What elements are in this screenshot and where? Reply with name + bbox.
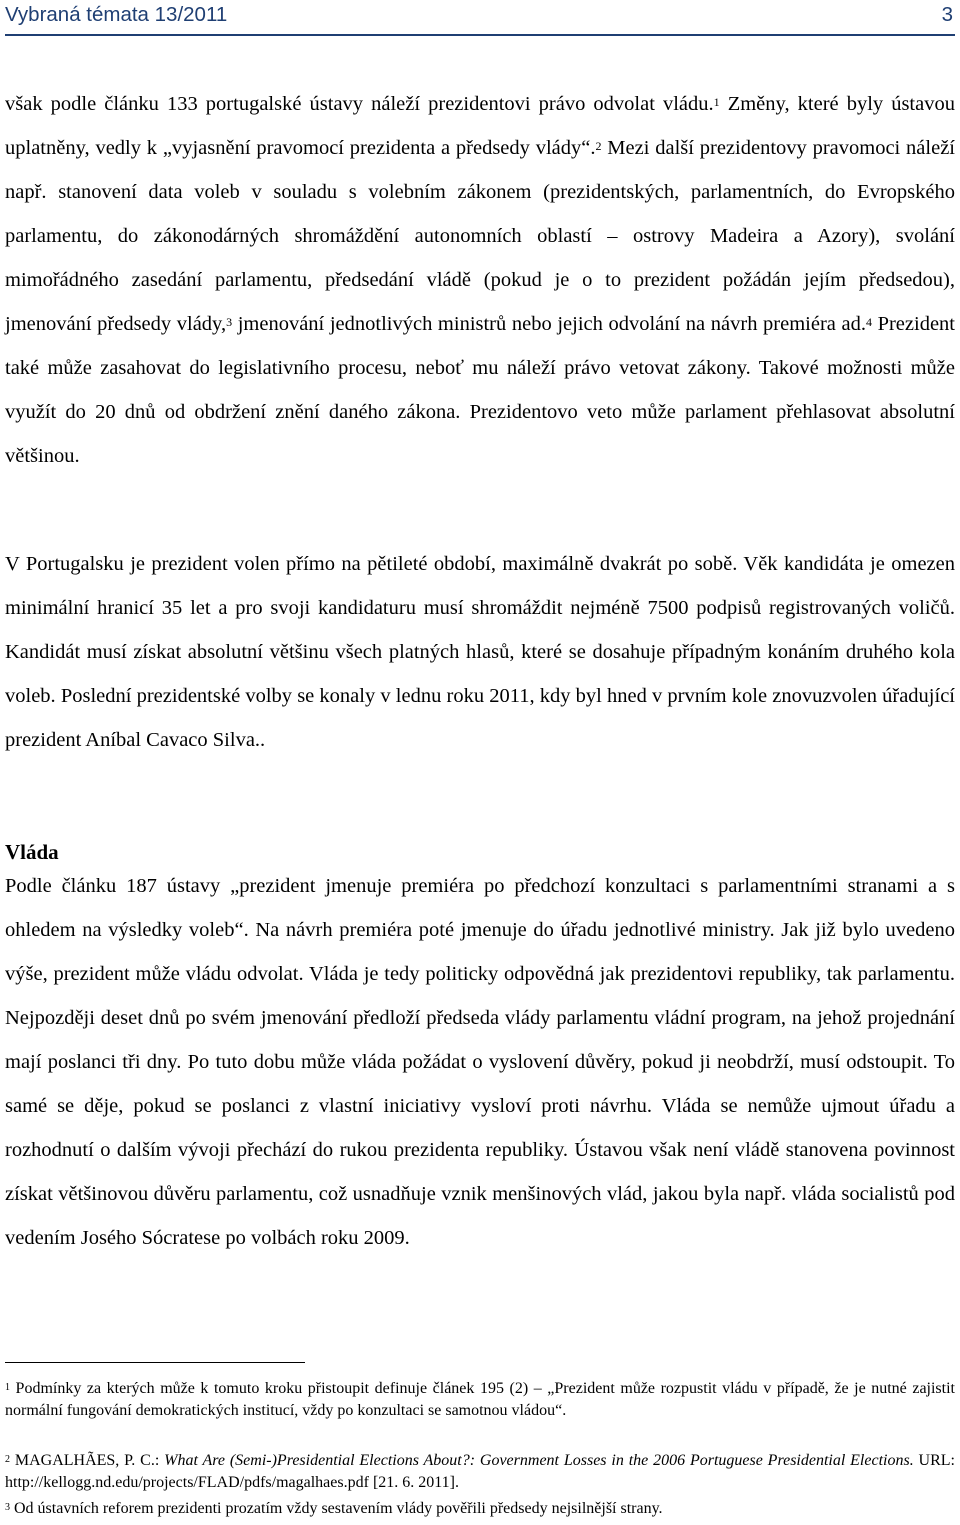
paragraph-text: jmenování jednotlivých ministrů nebo jejich odvolání na návrh premiéra ad. [232, 313, 866, 335]
footnote-ref[interactable]: 2 [595, 139, 602, 153]
paragraph-government: Podle článku 187 ústavy „prezident jmenuje premiéra po předchozí konzultaci s parlamentními stranami a s ohledem na výsledky voleb“. Na návrh premiéra poté jmenuje do úřadu jednotlivé ministry. Jak již bylo uvedeno výše, prezident může vládu odvolat. Vláda je tedy politicky odpovědná jak prezidentovi republiky, tak parlamentu. Nejpozději deset dnů po svém jmenování předloží předseda vlády parlamentu vládní program, na jehož projednání mají poslanci tři dny. Po tuto dobu může vláda požádat o vyslovení důvěry, pokud ji neobdrží, musí odstoupit. To samé se děje, pokud se poslanci z vlastní iniciativy vysloví proti návrhu. Vláda se nemůže ujmout úřadu a rozhodnutí o dalším vývoji přechází do rukou prezidenta republiky. Ústavou však není vládě stanovena povinnost získat většinovou důvěru parlamentu, což usnadňuje vznik menšinových vlád, jakou byla např. vláda socialistů pod vedením Joséhо Sócratese po volbách roku 2009. [5, 875, 955, 1249]
paragraph-text: však podle článku 133 portugalské ústavy náleží prezidentovi právo odvolat vládu. [5, 93, 714, 115]
header-title: Vybraná témata 13/2011 [5, 3, 228, 26]
footnote-text: Od ústavních reforem prezidenti prozatím vždy sestavením vlády pověřili předsedy nejsilnější strany. [10, 1500, 663, 1517]
footnote-ref[interactable]: 4 [865, 315, 872, 329]
header-divider [5, 34, 955, 36]
footnote-number: 3 [5, 1502, 10, 1513]
paragraph-elections: V Portugalsku je prezident volen přímo na pětileté období, maximálně dvakrát po sobě. Věk kandidáta je omezen minimální hranicí 35 let a pro svoji kandidaturu musí shromáždit nejméně 7500 podpisů registrovaných voličů. Kandidát musí získat absolutní většinu všech platných hlasů, které se dosahuje případným konáním druhého kola voleb. Poslední prezidentské volby se konaly v lednu roku 2011, kdy byl hned v prvním kole znovuzvolen úřadující prezident Aníbal Cavaco Silva.. [5, 553, 955, 751]
footnote-text: MAGALHÃES, P. C.: [10, 1452, 165, 1469]
paragraph-text: Prezident také může zasahovat do legislativního procesu, neboť mu náleží právo vetovat zákony. Takové možnosti může využít do 20 dnů od obdržení znění daného zákona. Prezidentovo veto může parlament přehlasovat absolutní většinou. [5, 313, 955, 467]
footnote-url-text[interactable]: URL: http://kellogg.nd.edu/projects/FLAD/pdfs/magalhaes.pdf [21. 6. 2011]. [5, 1452, 956, 1491]
footnote-ref[interactable]: 3 [226, 315, 233, 329]
footnote-number: 2 [5, 1454, 10, 1465]
footnote-divider [5, 1362, 305, 1363]
page-number: 3 [941, 3, 953, 26]
paragraph-text: Změny, které byly ústavou uplatněny, vedly k „vyjasnění pravomocí prezidenta a předsedy vlády“. [5, 93, 955, 159]
footnote-3 [5, 1498, 955, 1520]
footnote-ref[interactable]: 1 [713, 95, 720, 109]
paragraph-text: Mezi další prezidentovy pravomoci náleží např. stanovení data voleb v souladu s volebním zákonem (prezidentských, parlamentních, do Evropského parlamentu, do zákonodárných shromáždění autonomních oblastí – ostrovy Madeira a Azory), svolání mimořádného zasedání parlamentu, předsedání vládě (pokud je o to prezident požádán jejím předsedou), jmenování předsedy vlády, [5, 137, 955, 335]
footnote-number: 1 [5, 1382, 10, 1393]
footnote-source-title: What Are (Semi-)Presidential Elections About?: Government Losses in the 2006 Portuguese Presidential Elections. [164, 1452, 914, 1469]
paragraph-president-powers [5, 82, 955, 478]
footnote-text: Podmínky za kterých může k tomuto kroku přistoupit definuje článek 195 (2) – „Prezident může rozpustit vládu v případě, že je nutné zajistit normální fungování demokratických institucí, vždy po konzultaci se samotnou vládou“. [5, 1380, 955, 1419]
footnote-2 [5, 1450, 955, 1494]
footnote-1 [5, 1378, 955, 1422]
section-heading-vlada: Vláda [5, 840, 59, 864]
